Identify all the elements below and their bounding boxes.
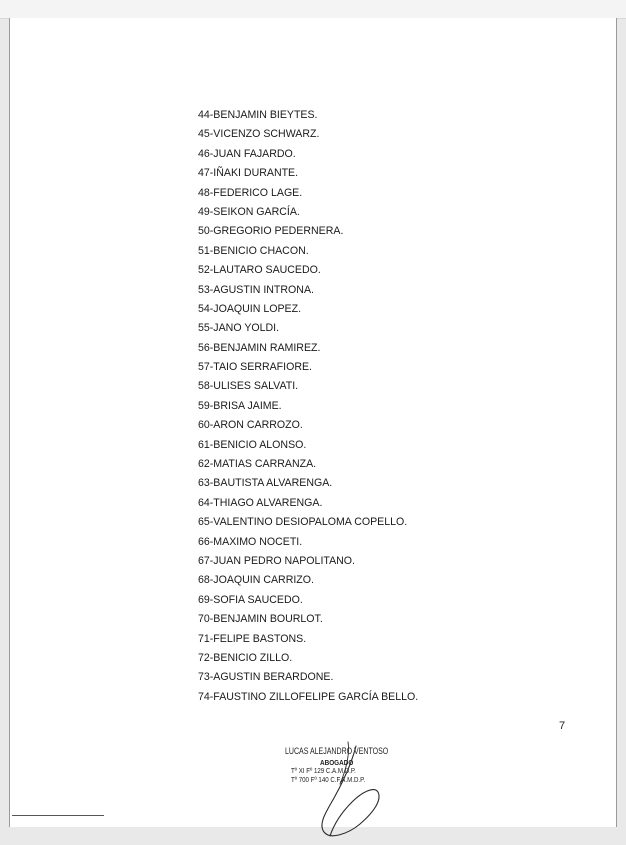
list-item: 52-LAUTARO SAUCEDO. (198, 264, 321, 277)
list-item: 69-SOFIA SAUCEDO. (198, 593, 303, 606)
stamp-name: LUCAS ALEJANDRO VENTOSO (285, 746, 389, 756)
list-item: 44-BENJAMIN BIEYTES. (198, 109, 318, 121)
page-number: 7 (559, 720, 566, 732)
list-item: 47-IÑAKI DURANTE. (198, 167, 299, 180)
list-item: 51-BENICIO CHACON. (198, 244, 309, 257)
list-item: 72-BENICIO ZILLO. (198, 651, 293, 664)
document-page (9, 18, 617, 827)
list-item: 53-AGUSTIN INTRONA. (198, 283, 314, 296)
list-item: 63-BAUTISTA ALVARENGA. (198, 477, 333, 490)
footer-rule (12, 815, 104, 816)
list-item: 60-ARON CARROZO. (198, 419, 303, 432)
stamp-registration-1: Tº XI Fº 129 C.A.M.D.P. (291, 766, 356, 775)
list-item: 50-GREGORIO PEDERNERA. (198, 225, 344, 238)
list-item: 46-JUAN FAJARDO. (198, 147, 296, 160)
list-item: 59-BRISA JAIME. (198, 399, 282, 412)
list-item: 55-JANO YOLDI. (198, 322, 280, 335)
list-item: 66-MAXIMO NOCETI. (198, 535, 303, 548)
signature-icon (278, 740, 408, 845)
list-item: 64-THIAGO ALVARENGA. (198, 496, 323, 509)
list-item: 56-BENJAMIN RAMIREZ. (198, 341, 321, 354)
list-item: 65-VALENTINO DESIOPALOMA COPELLO. (198, 516, 408, 529)
stamp-title: ABOGADO (320, 758, 354, 767)
list-item: 57-TAIO SERRAFIORE. (198, 361, 312, 374)
list-item: 61-BENICIO ALONSO. (198, 438, 307, 451)
list-item: 68-JOAQUIN CARRIZO. (198, 574, 314, 587)
list-item: 73-AGUSTIN BERARDONE. (198, 671, 334, 684)
list-item: 74-FAUSTINO ZILLOFELIPE GARCÍA BELLO. (198, 690, 419, 703)
list-item: 70-BENJAMIN BOURLOT. (198, 613, 323, 626)
name-list (198, 106, 435, 707)
list-item: 54-JOAQUIN LOPEZ. (198, 302, 302, 315)
viewer-top-bar (0, 0, 626, 19)
list-item: 67-JUAN PEDRO NAPOLITANO. (198, 554, 355, 567)
list-item: 71-FELIPE BASTONS. (198, 632, 307, 645)
list-item: 58-ULISES SALVATI. (198, 380, 299, 393)
list-item: 62-MATIAS CARRANZA. (198, 458, 317, 471)
list-item: 48-FEDERICO LAGE. (198, 186, 303, 199)
stamp-registration-2: Tº 700 Fº 140 C.F.A.M.D.P. (291, 775, 366, 784)
list-item: 45-VICENZO SCHWARZ. (198, 128, 320, 141)
list-item: 49-SEIKON GARCÍA. (198, 205, 300, 218)
